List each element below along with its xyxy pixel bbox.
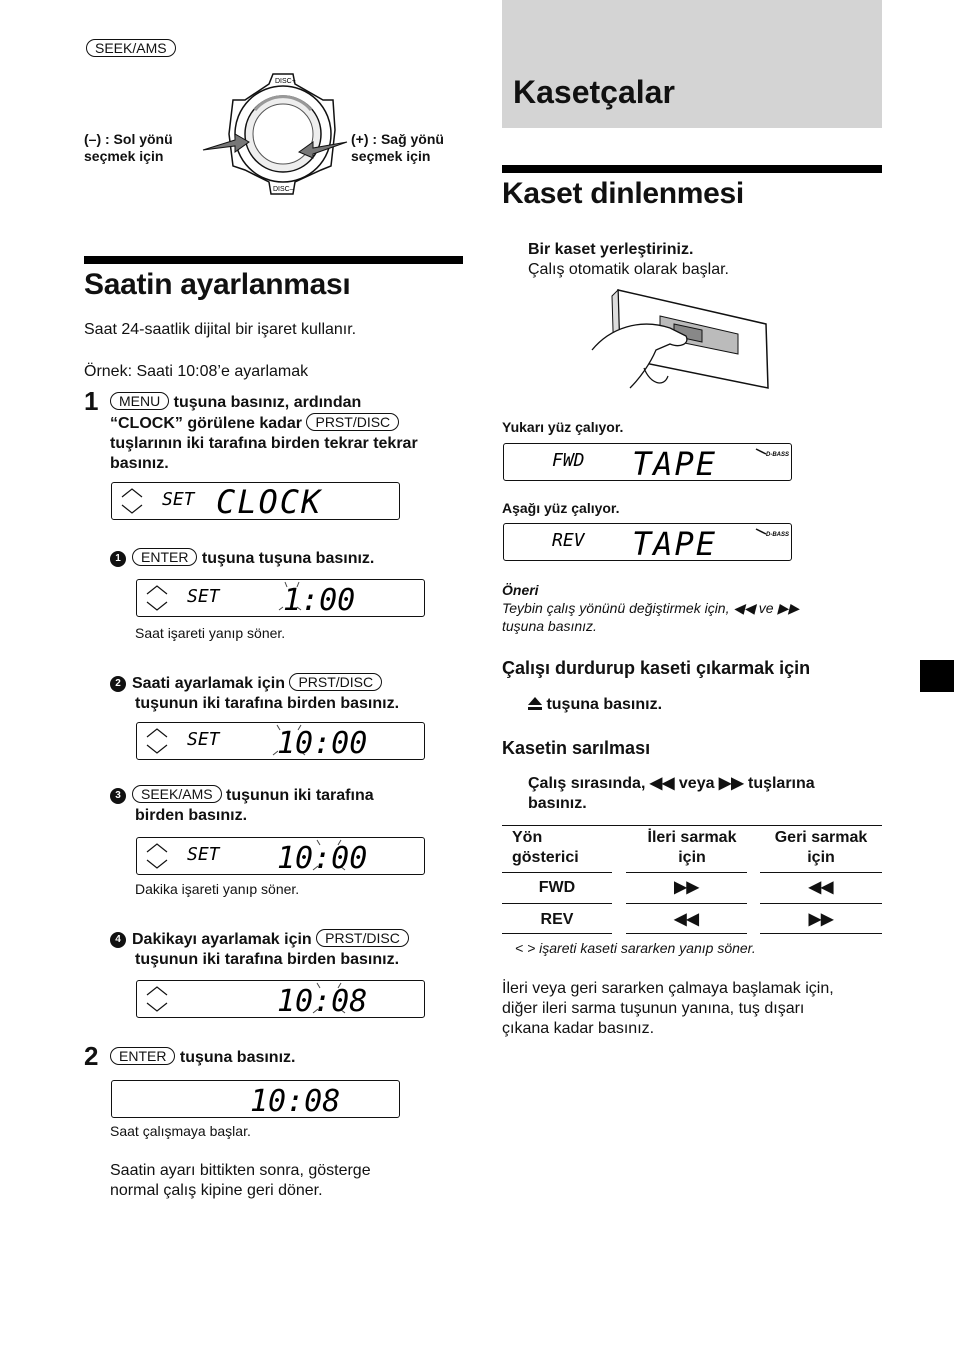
lcd3-main: 10:00	[277, 726, 368, 759]
lcd-set-minute	[136, 837, 425, 875]
table-row-rev-forward: ◀◀	[674, 911, 699, 928]
wind-table	[502, 822, 882, 937]
table-row-fwd-forward: ▶▶	[674, 879, 699, 896]
tape-section-title: Kaset dinlenmesi	[502, 177, 744, 210]
right-direction-caption: (+) : Sağ yönü seçmek için	[351, 131, 444, 164]
stop-eject-heading: Çalışı durdurup kaseti çıkarmak için	[502, 658, 811, 678]
clock-end-text: Saatin ayarı bittikten sonra, gösterge normal çalış kipine geri döner.	[110, 1162, 371, 1199]
rewind-heading: Kasetin sarılması	[502, 738, 651, 758]
scroll-arrows-icon	[147, 987, 167, 1011]
table-row-rev-rewind: ▶▶	[808, 911, 834, 928]
lcd-rev-left: REV	[552, 530, 585, 551]
seek-dial-illustration	[195, 70, 355, 200]
lcd-set-hour-1	[136, 579, 425, 617]
disc-plus-text: DISC+	[275, 78, 296, 85]
down-side-label: Aşağı yüz çalıyor.	[502, 500, 620, 516]
menu-button: MENU	[110, 392, 169, 410]
table-header-rewind: Geri sarmak için	[774, 829, 868, 866]
lcd-fwd-left: FWD	[552, 450, 585, 471]
note-clock-starts: Saat çalışmaya başlar.	[110, 1123, 251, 1139]
prst-disc-button-3: PRST/DISC	[316, 929, 409, 947]
section-title: Kasetçalar	[513, 74, 675, 110]
stop-eject-text: tuşuna basınız.	[528, 695, 662, 715]
lcd-set-hour-2	[136, 722, 425, 760]
scroll-arrows-icon	[147, 729, 167, 753]
tape-section-rule	[502, 165, 882, 173]
lcd-rev-main: TAPE	[632, 525, 718, 560]
chapter-edge-tab	[920, 660, 954, 692]
dbass-tick-icon	[756, 529, 766, 534]
table-header-forward: İleri sarmak için	[647, 829, 737, 866]
clock-intro: Saat 24-saatlik dijital bir işaret kullanır.	[84, 321, 357, 338]
scroll-arrows-icon	[147, 844, 167, 868]
lcd3-set: SET	[187, 729, 220, 750]
dbass-tick-icon	[756, 449, 766, 454]
dbass-badge: D-BASS	[766, 452, 790, 458]
substep-3-text: 3 SEEK/AMS tuşunun iki tarafına birden basınız.	[110, 785, 374, 826]
step-2-text: ENTER tuşuna basınız.	[110, 1047, 295, 1068]
rewind-instruction: Çalış sırasında, ◀◀ veya ▶▶ tuşlarına basınız.	[528, 775, 815, 812]
enter-button-2: ENTER	[110, 1047, 175, 1065]
up-side-label: Yukarı yüz çalıyor.	[502, 419, 624, 435]
lcd6-main: 10:08	[250, 1084, 341, 1117]
seek-ams-label	[86, 39, 176, 59]
cassette-insert-illustration	[590, 288, 772, 394]
scroll-arrows-icon	[147, 586, 167, 610]
insert-instruction: Bir kaset yerleştiriniz. Çalış otomatik olarak başlar.	[528, 241, 729, 278]
table-header-direction: Yön gösterici	[512, 829, 579, 866]
enter-button: ENTER	[132, 548, 197, 566]
table-row-fwd-rewind: ◀◀	[808, 879, 834, 896]
lcd-minute-set	[136, 980, 425, 1018]
lcd2-main: 1:00	[283, 583, 356, 616]
lcd-set-clock	[111, 482, 400, 520]
table-row-fwd-dir: FWD	[538, 879, 576, 896]
step-1-number: 1	[84, 386, 99, 416]
lcd4-set: SET	[187, 844, 220, 865]
section-header-band	[502, 0, 882, 128]
clock-section-rule	[84, 256, 463, 264]
seek-ams-button: SEEK/AMS	[132, 785, 222, 803]
tip-box: Öneri Teybin çalış yönünü değiştirmek için, ◀◀ ve ▶▶ tuşuna basınız.	[502, 582, 800, 634]
note-hour-blinks: Saat işareti yanıp söner.	[135, 625, 286, 641]
lcd-fwd-main: TAPE	[632, 445, 718, 480]
left-direction-caption: (–) : Sol yönü seçmek için	[84, 131, 173, 164]
clock-example: Örnek: Saati 10:08’e ayarlamak	[84, 363, 309, 380]
disc-minus-text: DISC–	[273, 186, 294, 193]
note-minute-blinks: Dakika işareti yanıp söner.	[135, 881, 300, 897]
final-paragraph: İleri veya geri sararken çalmaya başlamak için, diğer ileri sarma tuşunun yanına, tuş dışarı çıkana kadar basınız.	[502, 980, 834, 1037]
table-row-rev-dir: REV	[540, 911, 574, 928]
dbass-badge-2: D-BASS	[766, 532, 790, 538]
seek-ams-pill: SEEK/AMS	[86, 39, 176, 57]
lcd-rev-tape	[503, 523, 792, 561]
substep-1-text: 1 ENTER tuşuna tuşuna basınız.	[110, 548, 374, 569]
lcd5-main: 10:08	[277, 984, 368, 1017]
prst-disc-button: PRST/DISC	[306, 413, 399, 431]
table-note: < > işareti kaseti sararken yanıp söner.	[515, 940, 756, 956]
eject-icon	[528, 697, 542, 710]
scroll-arrows-icon	[122, 489, 142, 513]
clock-section-title: Saatin ayarlanması	[84, 268, 351, 301]
substep-4-text: 4 Dakikayı ayarlamak için PRST/DISC tuşunun iki tarafına birden basınız.	[110, 929, 409, 970]
lcd1-set: SET	[162, 489, 195, 510]
lcd-clock-running	[111, 1080, 400, 1118]
lcd-fwd-tape	[503, 443, 792, 481]
tip-title: Öneri	[502, 582, 539, 598]
step-2-number: 2	[84, 1041, 99, 1071]
lcd4-main: 10:00	[277, 841, 368, 874]
prst-disc-button-2: PRST/DISC	[289, 673, 382, 691]
substep-2-text: 2 Saati ayarlamak için PRST/DISC tuşunun iki tarafına birden basınız.	[110, 673, 399, 714]
step-1-text: MENU tuşuna basınız, ardından “CLOCK” görülene kadar PRST/DISC tuşlarının iki tarafına birden tekrar tekrar basınız.	[110, 393, 418, 472]
lcd1-main: CLOCK	[216, 483, 323, 519]
lcd2-set: SET	[187, 586, 220, 607]
